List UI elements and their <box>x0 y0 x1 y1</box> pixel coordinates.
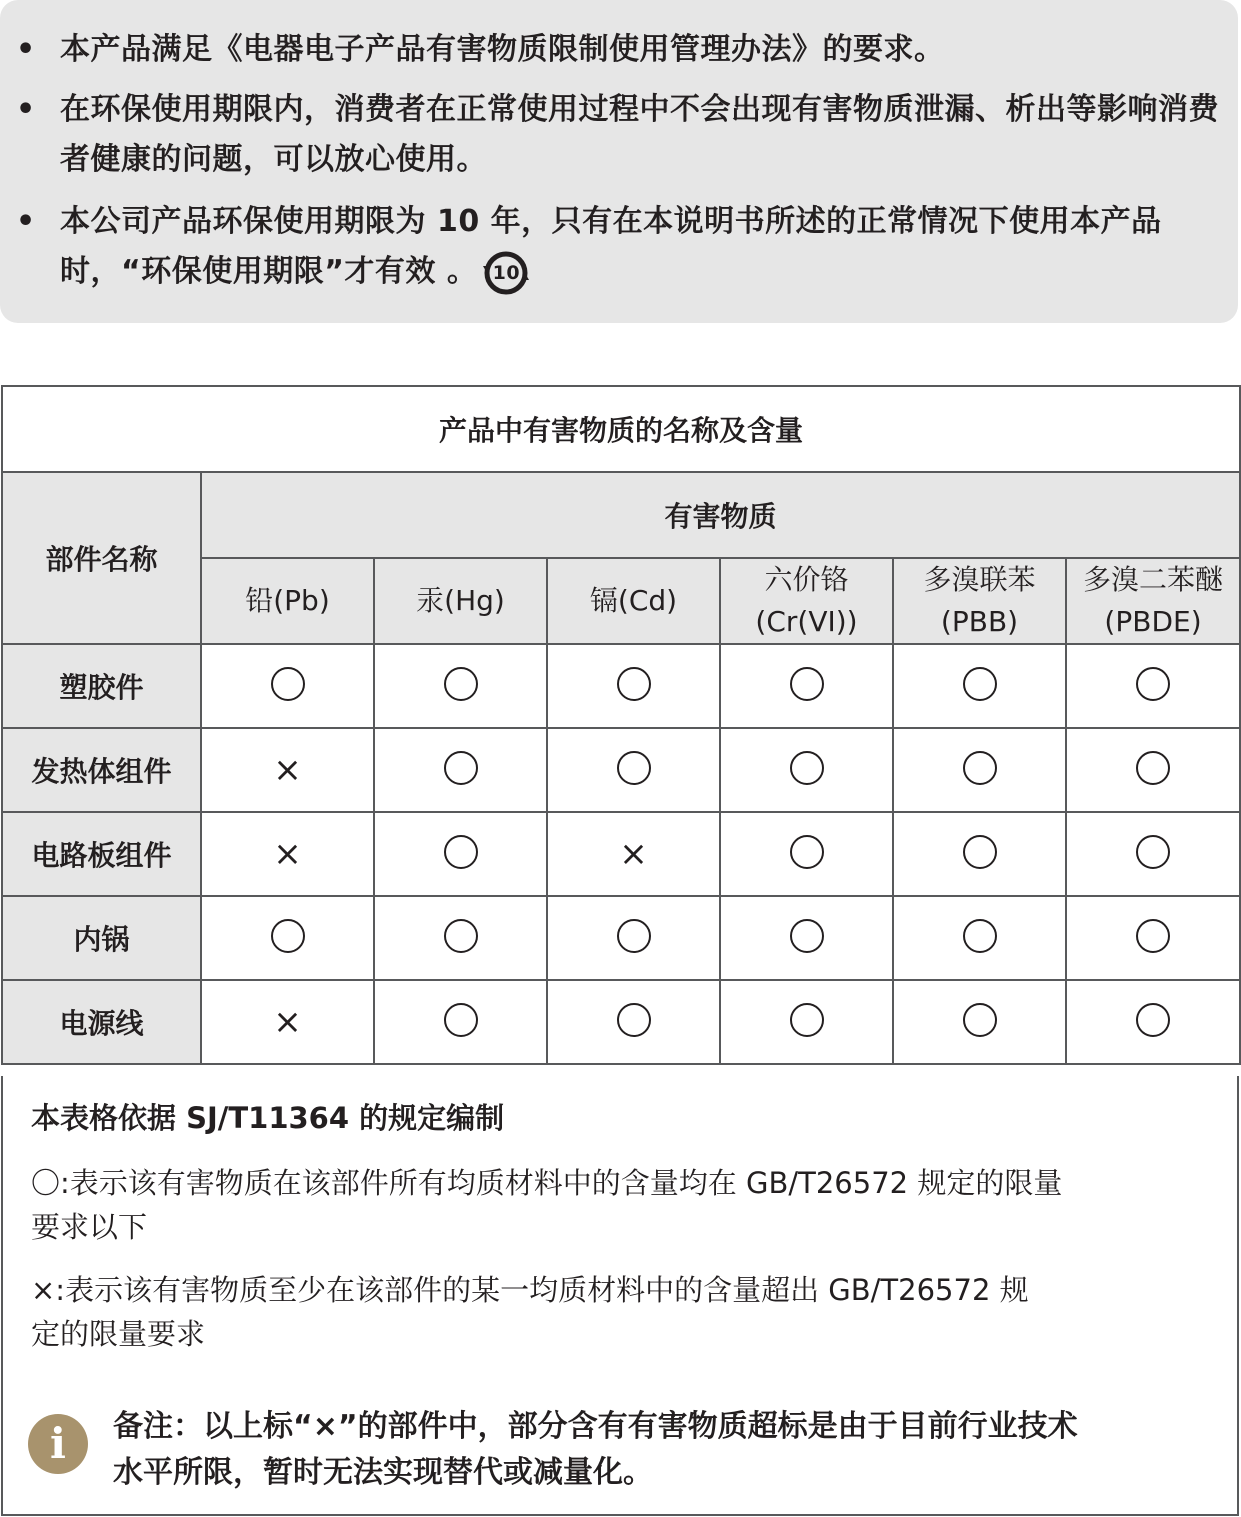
substance-status-cell <box>201 896 374 980</box>
circle-legend-line-2: 要求以下 <box>31 1210 148 1244</box>
notice-text-3 <box>60 197 1220 297</box>
substance-status-cell <box>201 728 374 812</box>
substance-status-cell <box>547 728 720 812</box>
substance-status-cell <box>374 896 547 980</box>
table-body <box>2 644 1240 1064</box>
substance-col-lead <box>201 558 374 644</box>
substance-status-cell <box>893 896 1066 980</box>
compliant-circle-mark <box>790 667 824 701</box>
compliant-circle-mark <box>963 835 997 869</box>
notice-box <box>0 0 1238 323</box>
cross-legend-line-1: ×:表示该有害物质至少在该部件的某一均质材料中的含量超出 GB/T26572 规 <box>31 1273 1029 1307</box>
compliant-circle-mark <box>790 919 824 953</box>
part-name-cell: 发热体组件 <box>2 728 201 812</box>
exceeds-cross-mark: × <box>273 834 302 874</box>
substance-status-cell <box>893 812 1066 896</box>
exceeds-cross-mark: × <box>273 750 302 790</box>
substance-formula: (Cr(VI)) <box>755 605 858 638</box>
part-name-cell: 塑胶件 <box>2 644 201 728</box>
compliant-circle-mark <box>1136 751 1170 785</box>
compliant-circle-mark <box>790 835 824 869</box>
compliant-circle-mark <box>444 1003 478 1037</box>
compliant-circle-mark <box>271 667 305 701</box>
table-row <box>2 896 1240 980</box>
compliant-circle-mark <box>444 919 478 953</box>
substance-status-cell <box>547 896 720 980</box>
part-name-header: 部件名称 <box>2 472 201 644</box>
standard-basis-note: 本表格依据 SJ/T11364 的规定编制 <box>31 1101 505 1135</box>
substance-status-cell <box>1066 728 1240 812</box>
remark-line-2: 水平所限，暂时无法实现替代或减量化。 <box>113 1455 653 1490</box>
substance-name: 六价铬 <box>764 563 849 596</box>
substance-status-cell <box>547 812 720 896</box>
substance-col-chromium <box>720 558 893 644</box>
substance-name: 多溴联苯 <box>923 563 1036 596</box>
substance-status-cell <box>374 980 547 1064</box>
substance-name: 镉(Cd) <box>589 584 678 617</box>
notice-text-2: 在环保使用期限内，消费者在正常使用过程中不会出现有害物质泄漏、析出等影响消费者健康的问题，可以放心使用。 <box>60 92 1219 177</box>
substance-status-cell <box>1066 980 1240 1064</box>
compliant-circle-mark <box>963 1003 997 1037</box>
bullet-dot: • <box>16 204 36 239</box>
compliant-circle-mark <box>444 667 478 701</box>
substance-status-cell <box>374 728 547 812</box>
compliant-circle-mark <box>271 919 305 953</box>
notes-section <box>1 1076 1239 1516</box>
substance-name: 铅(Pb) <box>245 584 330 617</box>
cross-legend-line-2: 定的限量要求 <box>31 1317 206 1351</box>
info-icon: i <box>28 1414 88 1474</box>
bullet-dot: • <box>16 32 36 67</box>
remark-text <box>113 1404 1203 1496</box>
substance-status-cell <box>201 980 374 1064</box>
table-row <box>2 980 1240 1064</box>
compliant-circle-mark <box>1136 919 1170 953</box>
compliant-circle-mark <box>963 919 997 953</box>
table-title: 产品中有害物质的名称及含量 <box>2 386 1240 472</box>
substance-status-cell <box>720 896 893 980</box>
notice-text-3-body: 本公司产品环保使用期限为 10 年，只有在本说明书所述的正常情况下使用本产品时，“环保使用期限”才有效 。 <box>60 204 1162 289</box>
compliant-circle-mark <box>1136 835 1170 869</box>
substance-col-pbb <box>893 558 1066 644</box>
circle-legend-line-1: 〇:表示该有害物质在该部件所有均质材料中的含量均在 GB/T26572 规定的限量 <box>31 1166 1063 1200</box>
hazardous-substance-table <box>1 385 1241 1065</box>
compliant-circle-mark <box>617 751 651 785</box>
substance-status-cell <box>720 812 893 896</box>
compliant-circle-mark <box>963 751 997 785</box>
substance-status-cell <box>201 812 374 896</box>
compliant-circle-mark <box>963 667 997 701</box>
substance-status-cell <box>893 980 1066 1064</box>
substance-status-cell <box>547 980 720 1064</box>
substance-status-cell <box>720 980 893 1064</box>
seal-number: 10 <box>492 261 521 284</box>
substance-col-cadmium <box>547 558 720 644</box>
table-row <box>2 644 1240 728</box>
exceeds-cross-mark: × <box>273 1002 302 1042</box>
substance-status-cell <box>1066 644 1240 728</box>
substance-status-cell <box>1066 896 1240 980</box>
substance-name: 多溴二苯醚 <box>1083 563 1224 596</box>
substance-status-cell <box>201 644 374 728</box>
table-row <box>2 812 1240 896</box>
substance-col-mercury <box>374 558 547 644</box>
compliant-circle-mark <box>617 919 651 953</box>
compliant-circle-mark <box>1136 667 1170 701</box>
substance-status-cell <box>374 812 547 896</box>
compliant-circle-mark <box>444 751 478 785</box>
part-name-cell: 电源线 <box>2 980 201 1064</box>
substance-status-cell <box>1066 812 1240 896</box>
part-name-cell: 电路板组件 <box>2 812 201 896</box>
substance-status-cell <box>893 644 1066 728</box>
compliant-circle-mark <box>617 1003 651 1037</box>
substance-status-cell <box>374 644 547 728</box>
compliant-circle-mark <box>790 1003 824 1037</box>
substance-col-pbde <box>1066 558 1240 644</box>
remark-line-1: 备注：以上标“×”的部件中，部分含有有害物质超标是由于目前行业技术 <box>113 1409 1078 1444</box>
substance-formula: (PBB) <box>940 605 1019 638</box>
compliant-circle-mark <box>1136 1003 1170 1037</box>
substance-status-cell <box>720 644 893 728</box>
environment-period-seal-icon <box>483 250 529 296</box>
notice-text-1: 本产品满足《电器电子产品有害物质限制使用管理办法》的要求。 <box>60 32 945 67</box>
substance-status-cell <box>547 644 720 728</box>
substance-header: 有害物质 <box>201 472 1240 558</box>
bullet-dot: • <box>16 92 36 127</box>
exceeds-cross-mark: × <box>619 834 648 874</box>
part-name-cell: 内锅 <box>2 896 201 980</box>
compliant-circle-mark <box>790 751 824 785</box>
substance-status-cell <box>893 728 1066 812</box>
compliant-circle-mark <box>617 667 651 701</box>
substance-name: 汞(Hg) <box>416 584 505 617</box>
substance-formula: (PBDE) <box>1104 605 1202 638</box>
table-row <box>2 728 1240 812</box>
substance-status-cell <box>720 728 893 812</box>
compliant-circle-mark <box>444 835 478 869</box>
